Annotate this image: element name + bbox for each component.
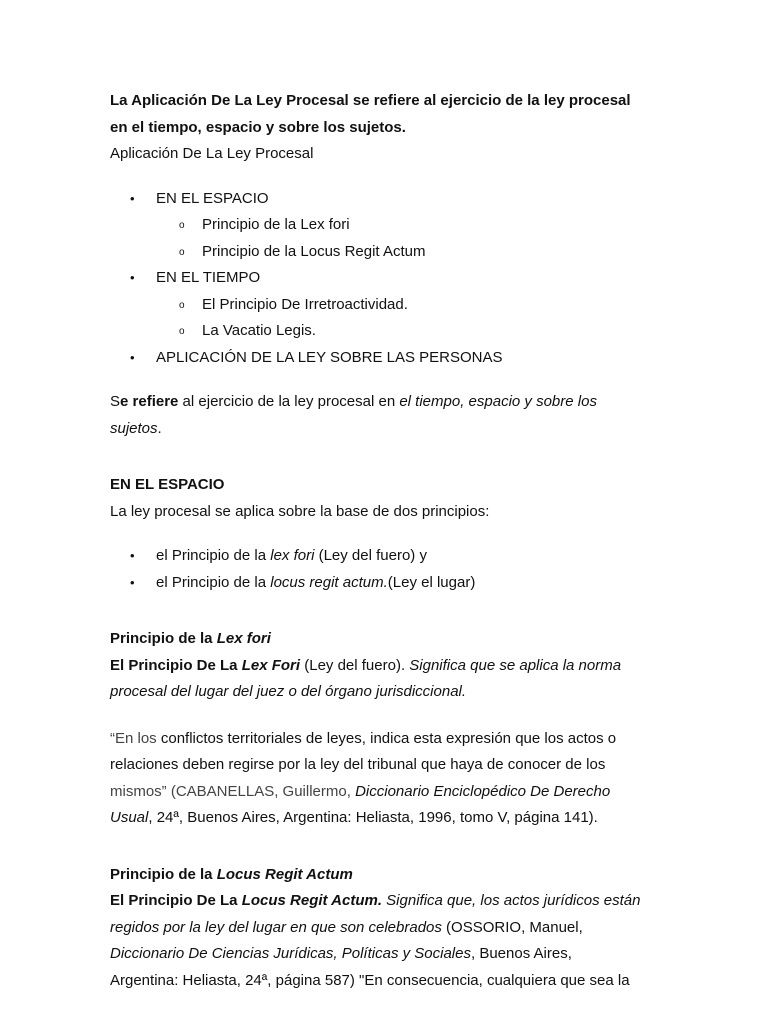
espacio-section-title: EN EL ESPACIO (110, 476, 225, 493)
refiere-paragraph-line-1: Se refiere al ejercicio de la ley procesal en el tiempo, espacio y sobre los (110, 393, 597, 410)
lex-fori-quote-line-1: “En los conflictos territoriales de leyes, indica esta expresión que los actos o (110, 729, 617, 747)
outline-item-tiempo: • EN EL TIEMPO (110, 265, 670, 292)
principles-list (110, 543, 670, 596)
intro-subtitle: Aplicación De La Ley Procesal (110, 145, 314, 162)
outline-subitem: o Principio de la Locus Regit Actum (110, 239, 670, 266)
outline-subitem: o El Principio De Irretroactividad. (110, 292, 670, 319)
locus-definition-line-2: regidos por la ley del lugar en que son celebrados (OSSORIO, Manuel, (110, 918, 583, 936)
locus-definition-line-4: Argentina: Heliasta, 24ª, página 587) "En consecuencia, cualquiera que sea la (110, 971, 630, 989)
locus-definition-line-1: El Principio De La Locus Regit Actum. Significa que, los actos jurídicos están (110, 892, 641, 909)
outline-subitem: o La Vacatio Legis. (110, 318, 670, 345)
lex-fori-title: Principio de la Lex fori (110, 630, 271, 647)
intro-heading-line-2: en el tiempo, espacio y sobre los sujetos. (110, 118, 406, 136)
lex-fori-quote-line-2: relaciones deben regirse por la ley del tribunal que haya de conocer de los (110, 756, 606, 773)
outline-subitem: o Principio de la Lex fori (110, 212, 670, 239)
espacio-section-intro: La ley procesal se aplica sobre la base de dos principios: (110, 502, 490, 520)
outline-item-espacio: • EN EL ESPACIO (110, 186, 670, 213)
lex-fori-quote-line-4: Usual, 24ª, Buenos Aires, Argentina: Heliasta, 1996, tomo V, página 141). (110, 809, 598, 826)
lex-fori-quote-line-3: mismos” (CABANELLAS, Guillermo, Diccionario Enciclopédico De Derecho (110, 782, 611, 800)
outline-list (110, 186, 670, 372)
locus-title: Principio de la Locus Regit Actum (110, 865, 353, 883)
lex-fori-definition-line-1: El Principio De La Lex Fori (Ley del fuero). Significa que se aplica la norma (110, 656, 622, 674)
intro-heading-line-1: La Aplicación De La Ley Procesal se refiere al ejercicio de la ley procesal (110, 92, 631, 109)
locus-definition-line-3: Diccionario De Ciencias Jurídicas, Políticas y Sociales, Buenos Aires, (110, 945, 572, 962)
principle-item-locus: • el Principio de la locus regit actum.(Ley el lugar) (110, 570, 670, 597)
outline-item-personas: • APLICACIÓN DE LA LEY SOBRE LAS PERSONAS (110, 345, 670, 372)
refiere-paragraph-line-2: sujetos. (110, 419, 162, 437)
document-page (110, 88, 670, 994)
lex-fori-definition-line-2: procesal del lugar del juez o del órgano jurisdiccional. (110, 683, 467, 700)
principle-item-lex-fori: • el Principio de la lex fori (Ley del fuero) y (110, 543, 670, 570)
